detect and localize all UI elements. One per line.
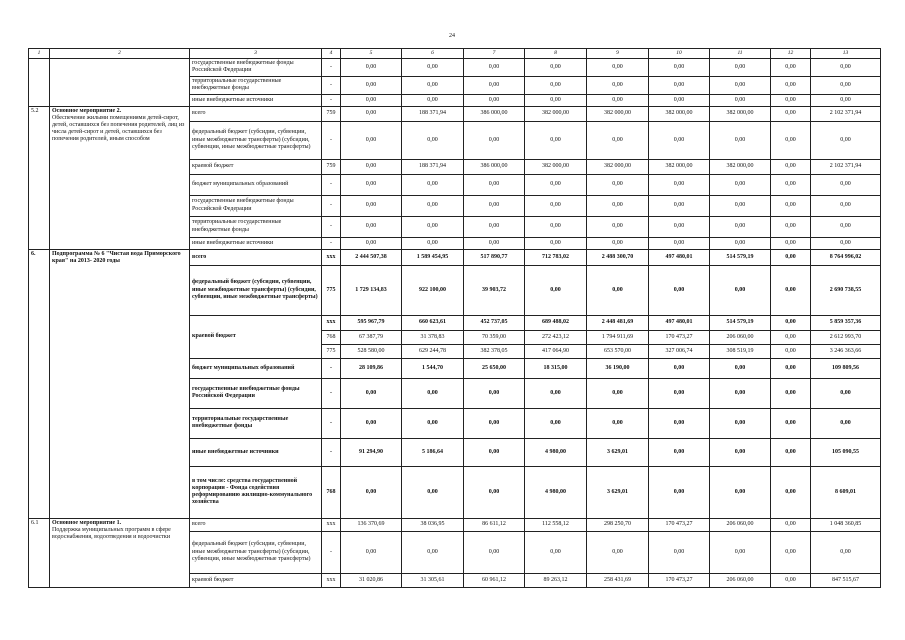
value-cell: 0,00 bbox=[525, 378, 587, 408]
value-cell: 0,00 bbox=[341, 174, 402, 195]
table-row bbox=[29, 518, 881, 531]
value-cell: - bbox=[322, 378, 341, 408]
value-cell: 206 060,00 bbox=[710, 330, 771, 344]
value-cell: 0,00 bbox=[649, 408, 710, 438]
value-cell: 0,00 bbox=[341, 121, 402, 159]
value-cell: 0,00 bbox=[464, 378, 525, 408]
value-cell: 689 488,02 bbox=[525, 315, 587, 330]
value-cell: 0,00 bbox=[771, 518, 811, 531]
value-cell: 0,00 bbox=[811, 121, 881, 159]
value-cell: 3 246 363,66 bbox=[811, 344, 881, 358]
value-cell: 0,00 bbox=[341, 378, 402, 408]
item-number-cell: 6.1 bbox=[29, 518, 50, 587]
value-cell: 206 060,00 bbox=[710, 518, 771, 531]
value-cell: 18 315,00 bbox=[525, 358, 587, 378]
funding-source-cell: иные внебюджетные источники bbox=[190, 438, 322, 466]
value-cell: 0,00 bbox=[464, 531, 525, 573]
value-cell: 0,00 bbox=[525, 174, 587, 195]
value-cell: 1 589 454,95 bbox=[402, 249, 464, 265]
value-cell: 170 473,27 bbox=[649, 573, 710, 587]
value-cell: 0,00 bbox=[771, 159, 811, 174]
value-cell: 1 794 911,69 bbox=[587, 330, 649, 344]
table-row bbox=[29, 58, 881, 76]
item-number-cell bbox=[29, 58, 50, 106]
value-cell: 0,00 bbox=[771, 216, 811, 237]
value-cell: 0,00 bbox=[771, 573, 811, 587]
value-cell: - bbox=[322, 531, 341, 573]
value-cell: 0,00 bbox=[771, 466, 811, 518]
value-cell: 1 544,70 bbox=[402, 358, 464, 378]
column-number: 8 bbox=[525, 49, 587, 59]
value-cell: 497 480,01 bbox=[649, 315, 710, 330]
value-cell: 847 515,67 bbox=[811, 573, 881, 587]
value-cell: 497 480,01 bbox=[649, 249, 710, 265]
value-cell: 0,00 bbox=[464, 58, 525, 76]
value-cell: - bbox=[322, 58, 341, 76]
value-cell: 0,00 bbox=[811, 76, 881, 94]
value-cell: 31 020,86 bbox=[341, 573, 402, 587]
value-cell: 0,00 bbox=[811, 216, 881, 237]
value-cell: 0,00 bbox=[525, 58, 587, 76]
funding-source-cell: всего bbox=[190, 249, 322, 265]
value-cell: 0,00 bbox=[710, 531, 771, 573]
item-number-cell: 6. bbox=[29, 249, 50, 518]
value-cell: 89 263,12 bbox=[525, 573, 587, 587]
value-cell: - bbox=[322, 195, 341, 216]
activity-description: Поддержка муниципальных программ в сфере водоснабжения, водоотведения и водоочистки bbox=[52, 526, 171, 540]
funding-source-cell: краевой бюджет bbox=[190, 315, 322, 358]
value-cell: 0,00 bbox=[811, 195, 881, 216]
value-cell: 31 378,83 bbox=[402, 330, 464, 344]
value-cell: - bbox=[322, 121, 341, 159]
value-cell: 0,00 bbox=[464, 216, 525, 237]
value-cell: 0,00 bbox=[710, 76, 771, 94]
value-cell: 382 000,00 bbox=[710, 159, 771, 174]
activity-cell bbox=[50, 106, 190, 249]
value-cell: 0,00 bbox=[811, 94, 881, 106]
value-cell: 0,00 bbox=[771, 174, 811, 195]
value-cell: 0,00 bbox=[710, 174, 771, 195]
value-cell: 2 102 371,94 bbox=[811, 159, 881, 174]
activity-cell bbox=[50, 249, 190, 518]
value-cell: 0,00 bbox=[402, 216, 464, 237]
value-cell: 0,00 bbox=[771, 106, 811, 121]
value-cell: 170 473,27 bbox=[649, 330, 710, 344]
funding-source-cell: бюджет муниципальных образований bbox=[190, 174, 322, 195]
value-cell: 0,00 bbox=[771, 94, 811, 106]
column-number: 5 bbox=[341, 49, 402, 59]
value-cell: xxx bbox=[322, 518, 341, 531]
value-cell: xxx bbox=[322, 573, 341, 587]
value-cell: 308 519,19 bbox=[710, 344, 771, 358]
value-cell: 0,00 bbox=[710, 195, 771, 216]
value-cell: 0,00 bbox=[525, 195, 587, 216]
column-number: 12 bbox=[771, 49, 811, 59]
value-cell: 0,00 bbox=[464, 174, 525, 195]
value-cell: - bbox=[322, 174, 341, 195]
value-cell: 0,00 bbox=[464, 94, 525, 106]
value-cell: 170 473,27 bbox=[649, 518, 710, 531]
value-cell: 0,00 bbox=[464, 121, 525, 159]
value-cell: 2 448 481,69 bbox=[587, 315, 649, 330]
funding-source-cell: в том числе: средства государственной корпорации - Фонда содействия реформированию жилищно-коммунального хозяйства bbox=[190, 466, 322, 518]
value-cell: 0,00 bbox=[587, 378, 649, 408]
value-cell: 31 305,61 bbox=[402, 573, 464, 587]
value-cell: 188 371,94 bbox=[402, 159, 464, 174]
value-cell: 0,00 bbox=[649, 466, 710, 518]
value-cell: 39 903,72 bbox=[464, 265, 525, 315]
funding-source-cell: краевой бюджет bbox=[190, 573, 322, 587]
value-cell: 2 444 507,38 bbox=[341, 249, 402, 265]
value-cell: 206 060,00 bbox=[710, 573, 771, 587]
column-number: 2 bbox=[50, 49, 190, 59]
value-cell: 759 bbox=[322, 106, 341, 121]
table-row bbox=[29, 106, 881, 121]
funding-source-cell: краевой бюджет bbox=[190, 159, 322, 174]
value-cell: 0,00 bbox=[811, 237, 881, 249]
value-cell: 188 371,94 bbox=[402, 106, 464, 121]
value-cell: 382 000,00 bbox=[649, 106, 710, 121]
value-cell: 0,00 bbox=[649, 76, 710, 94]
value-cell: 0,00 bbox=[771, 237, 811, 249]
value-cell: 8 764 996,02 bbox=[811, 249, 881, 265]
value-cell: 768 bbox=[322, 330, 341, 344]
value-cell: 0,00 bbox=[811, 408, 881, 438]
value-cell: - bbox=[322, 216, 341, 237]
value-cell: 0,00 bbox=[402, 531, 464, 573]
value-cell: 382 000,00 bbox=[710, 106, 771, 121]
column-number-row bbox=[29, 49, 881, 59]
value-cell: 653 570,00 bbox=[587, 344, 649, 358]
value-cell: 0,00 bbox=[341, 408, 402, 438]
funding-source-cell: территориальные государственные внебюджетные фонды bbox=[190, 216, 322, 237]
value-cell: 0,00 bbox=[402, 378, 464, 408]
value-cell: 0,00 bbox=[341, 466, 402, 518]
value-cell: 517 890,77 bbox=[464, 249, 525, 265]
activity-cell bbox=[50, 58, 190, 106]
value-cell: 0,00 bbox=[587, 408, 649, 438]
value-cell: 2 488 300,70 bbox=[587, 249, 649, 265]
funding-source-cell: государственные внебюджетные фонды Российской Федерации bbox=[190, 378, 322, 408]
value-cell: 768 bbox=[322, 466, 341, 518]
value-cell: 91 294,90 bbox=[341, 438, 402, 466]
value-cell: 67 387,79 bbox=[341, 330, 402, 344]
value-cell: 0,00 bbox=[402, 174, 464, 195]
column-number: 3 bbox=[190, 49, 322, 59]
value-cell: 298 250,70 bbox=[587, 518, 649, 531]
value-cell: 0,00 bbox=[710, 265, 771, 315]
value-cell: 759 bbox=[322, 159, 341, 174]
activity-cell bbox=[50, 518, 190, 587]
value-cell: 0,00 bbox=[402, 466, 464, 518]
value-cell: 595 967,79 bbox=[341, 315, 402, 330]
value-cell: 0,00 bbox=[649, 531, 710, 573]
value-cell: 136 370,69 bbox=[341, 518, 402, 531]
value-cell: 629 244,78 bbox=[402, 344, 464, 358]
funding-source-cell: государственные внебюджетные фонды Российской Федерации bbox=[190, 58, 322, 76]
value-cell: 0,00 bbox=[341, 195, 402, 216]
table-row bbox=[29, 249, 881, 265]
value-cell: 0,00 bbox=[771, 249, 811, 265]
value-cell: 0,00 bbox=[525, 265, 587, 315]
value-cell: 0,00 bbox=[771, 315, 811, 330]
value-cell: 0,00 bbox=[649, 378, 710, 408]
value-cell: 1 729 134,83 bbox=[341, 265, 402, 315]
value-cell: 514 579,19 bbox=[710, 249, 771, 265]
value-cell: 105 090,55 bbox=[811, 438, 881, 466]
value-cell: 0,00 bbox=[587, 265, 649, 315]
value-cell: 0,00 bbox=[649, 265, 710, 315]
value-cell: 382 000,00 bbox=[587, 159, 649, 174]
value-cell: 0,00 bbox=[771, 76, 811, 94]
value-cell: 0,00 bbox=[464, 466, 525, 518]
value-cell: 0,00 bbox=[402, 58, 464, 76]
value-cell: 0,00 bbox=[402, 195, 464, 216]
value-cell: 0,00 bbox=[771, 408, 811, 438]
column-number: 13 bbox=[811, 49, 881, 59]
value-cell: 2 102 371,94 bbox=[811, 106, 881, 121]
value-cell: 0,00 bbox=[649, 174, 710, 195]
value-cell: 8 609,01 bbox=[811, 466, 881, 518]
value-cell: 0,00 bbox=[587, 58, 649, 76]
value-cell: 0,00 bbox=[525, 76, 587, 94]
value-cell: 0,00 bbox=[811, 378, 881, 408]
value-cell: 0,00 bbox=[771, 378, 811, 408]
value-cell: 0,00 bbox=[649, 237, 710, 249]
value-cell: 3 629,01 bbox=[587, 466, 649, 518]
funding-source-cell: территориальные государственные внебюджетные фонды bbox=[190, 76, 322, 94]
value-cell: 0,00 bbox=[341, 76, 402, 94]
value-cell: 712 783,02 bbox=[525, 249, 587, 265]
value-cell: 0,00 bbox=[525, 237, 587, 249]
value-cell: 0,00 bbox=[771, 438, 811, 466]
value-cell: 0,00 bbox=[587, 174, 649, 195]
value-cell: 0,00 bbox=[710, 358, 771, 378]
value-cell: 0,00 bbox=[710, 438, 771, 466]
value-cell: 0,00 bbox=[587, 237, 649, 249]
value-cell: 0,00 bbox=[525, 408, 587, 438]
value-cell: - bbox=[322, 237, 341, 249]
value-cell: 70 359,00 bbox=[464, 330, 525, 344]
value-cell: 0,00 bbox=[341, 237, 402, 249]
value-cell: 112 558,12 bbox=[525, 518, 587, 531]
value-cell: 4 980,00 bbox=[525, 466, 587, 518]
value-cell: 386 000,00 bbox=[464, 159, 525, 174]
value-cell: 417 064,90 bbox=[525, 344, 587, 358]
value-cell: 0,00 bbox=[710, 121, 771, 159]
value-cell: 86 611,12 bbox=[464, 518, 525, 531]
value-cell: 0,00 bbox=[341, 106, 402, 121]
value-cell: 0,00 bbox=[587, 121, 649, 159]
value-cell: 382 000,00 bbox=[587, 106, 649, 121]
value-cell: 0,00 bbox=[341, 94, 402, 106]
value-cell: 0,00 bbox=[587, 94, 649, 106]
activity-title: Основное мероприятие 2. bbox=[52, 107, 122, 114]
value-cell: 0,00 bbox=[525, 121, 587, 159]
activity-title: Подпрограмма № 6 "Чистая вода Приморского края" на 2013- 2020 годы bbox=[52, 250, 181, 264]
value-cell: 0,00 bbox=[341, 159, 402, 174]
value-cell: 514 579,19 bbox=[710, 315, 771, 330]
value-cell: 0,00 bbox=[771, 265, 811, 315]
value-cell: 0,00 bbox=[341, 58, 402, 76]
value-cell: 660 623,61 bbox=[402, 315, 464, 330]
value-cell: 0,00 bbox=[464, 195, 525, 216]
value-cell: 0,00 bbox=[710, 216, 771, 237]
value-cell: 922 100,00 bbox=[402, 265, 464, 315]
column-number: 1 bbox=[29, 49, 50, 59]
value-cell: 0,00 bbox=[402, 237, 464, 249]
value-cell: 2 690 738,55 bbox=[811, 265, 881, 315]
value-cell: 272 423,12 bbox=[525, 330, 587, 344]
value-cell: 2 612 993,70 bbox=[811, 330, 881, 344]
value-cell: 0,00 bbox=[341, 531, 402, 573]
value-cell: 382 000,00 bbox=[649, 159, 710, 174]
value-cell: 0,00 bbox=[811, 58, 881, 76]
activity-description: Обеспечение жилыми помещениями детей-сирот, детей, оставшихся без попечения родителей, лиц из числа детей-сирот и детей, оставшихся без попечения родителей, иным способом bbox=[52, 114, 185, 143]
value-cell: 0,00 bbox=[649, 94, 710, 106]
value-cell: 386 000,00 bbox=[464, 106, 525, 121]
value-cell: 0,00 bbox=[771, 121, 811, 159]
funding-source-cell: федеральный бюджет (субсидии, субвенции, иные межбюджетные трансферты) (субсидии, субвенции, иные межбюджетные трансферты) bbox=[190, 531, 322, 573]
value-cell: 0,00 bbox=[771, 58, 811, 76]
value-cell: xxx bbox=[322, 315, 341, 330]
value-cell: 0,00 bbox=[525, 94, 587, 106]
value-cell: 5 859 357,36 bbox=[811, 315, 881, 330]
value-cell: 0,00 bbox=[710, 378, 771, 408]
value-cell: 382 000,00 bbox=[525, 106, 587, 121]
item-number-cell: 5.2 bbox=[29, 106, 50, 249]
value-cell: 0,00 bbox=[464, 237, 525, 249]
value-cell: 0,00 bbox=[587, 76, 649, 94]
value-cell: - bbox=[322, 358, 341, 378]
value-cell: 0,00 bbox=[771, 344, 811, 358]
value-cell: 36 190,00 bbox=[587, 358, 649, 378]
value-cell: 0,00 bbox=[710, 58, 771, 76]
value-cell: 0,00 bbox=[525, 531, 587, 573]
value-cell: 0,00 bbox=[771, 358, 811, 378]
value-cell: 0,00 bbox=[811, 531, 881, 573]
funding-source-cell: иные внебюджетные источники bbox=[190, 237, 322, 249]
value-cell: 327 006,74 bbox=[649, 344, 710, 358]
value-cell: 0,00 bbox=[649, 358, 710, 378]
funding-source-cell: всего bbox=[190, 106, 322, 121]
value-cell: - bbox=[322, 408, 341, 438]
value-cell: 775 bbox=[322, 265, 341, 315]
value-cell: 0,00 bbox=[402, 94, 464, 106]
value-cell: 0,00 bbox=[771, 531, 811, 573]
value-cell: 0,00 bbox=[710, 94, 771, 106]
column-number: 7 bbox=[464, 49, 525, 59]
page-number: 24 bbox=[449, 33, 455, 39]
value-cell: 0,00 bbox=[525, 216, 587, 237]
funding-source-cell: всего bbox=[190, 518, 322, 531]
value-cell: 3 629,01 bbox=[587, 438, 649, 466]
value-cell: 4 980,00 bbox=[525, 438, 587, 466]
value-cell: 528 580,00 bbox=[341, 344, 402, 358]
value-cell: 0,00 bbox=[771, 195, 811, 216]
funding-source-cell: иные внебюджетные источники bbox=[190, 94, 322, 106]
value-cell: 0,00 bbox=[402, 121, 464, 159]
value-cell: 28 109,86 bbox=[341, 358, 402, 378]
value-cell: 0,00 bbox=[649, 438, 710, 466]
value-cell: 1 048 360,85 bbox=[811, 518, 881, 531]
value-cell: 0,00 bbox=[649, 58, 710, 76]
value-cell: xxx bbox=[322, 249, 341, 265]
value-cell: 0,00 bbox=[464, 438, 525, 466]
value-cell: 0,00 bbox=[587, 531, 649, 573]
column-number: 6 bbox=[402, 49, 464, 59]
funding-source-cell: государственные внебюджетные фонды Российской Федерации bbox=[190, 195, 322, 216]
value-cell: 452 737,05 bbox=[464, 315, 525, 330]
column-number: 4 bbox=[322, 49, 341, 59]
value-cell: 0,00 bbox=[649, 216, 710, 237]
column-number: 11 bbox=[710, 49, 771, 59]
value-cell: 5 186,64 bbox=[402, 438, 464, 466]
value-cell: 0,00 bbox=[710, 466, 771, 518]
value-cell: 0,00 bbox=[649, 195, 710, 216]
value-cell: 382 378,05 bbox=[464, 344, 525, 358]
value-cell: 38 036,95 bbox=[402, 518, 464, 531]
value-cell: 60 961,12 bbox=[464, 573, 525, 587]
value-cell: 0,00 bbox=[771, 330, 811, 344]
value-cell: 0,00 bbox=[587, 216, 649, 237]
value-cell: 0,00 bbox=[710, 408, 771, 438]
value-cell: - bbox=[322, 438, 341, 466]
value-cell: - bbox=[322, 76, 341, 94]
column-number: 9 bbox=[587, 49, 649, 59]
value-cell: 0,00 bbox=[402, 408, 464, 438]
value-cell: 0,00 bbox=[811, 174, 881, 195]
value-cell: 0,00 bbox=[710, 237, 771, 249]
value-cell: 109 809,56 bbox=[811, 358, 881, 378]
value-cell: 0,00 bbox=[649, 121, 710, 159]
value-cell: - bbox=[322, 94, 341, 106]
budget-table bbox=[28, 48, 881, 588]
funding-source-cell: бюджет муниципальных образований bbox=[190, 358, 322, 378]
value-cell: 382 000,00 bbox=[525, 159, 587, 174]
value-cell: 0,00 bbox=[587, 195, 649, 216]
value-cell: 0,00 bbox=[464, 76, 525, 94]
value-cell: 775 bbox=[322, 344, 341, 358]
value-cell: 258 431,69 bbox=[587, 573, 649, 587]
funding-source-cell: федеральный бюджет (субсидии, субвенции, иные межбюджетные трансферты) (субсидии, субвенции, иные межбюджетные трансферты) bbox=[190, 121, 322, 159]
funding-source-cell: территориальные государственные внебюджетные фонды bbox=[190, 408, 322, 438]
value-cell: 25 650,00 bbox=[464, 358, 525, 378]
value-cell: 0,00 bbox=[464, 408, 525, 438]
activity-title: Основное мероприятие 1. bbox=[52, 519, 122, 526]
value-cell: 0,00 bbox=[341, 216, 402, 237]
funding-source-cell: федеральный бюджет (субсидии, субвенции, иные межбюджетные трансферты) (субсидии, субвенции, иные межбюджетные трансферты) bbox=[190, 265, 322, 315]
value-cell: 0,00 bbox=[402, 76, 464, 94]
column-number: 10 bbox=[649, 49, 710, 59]
